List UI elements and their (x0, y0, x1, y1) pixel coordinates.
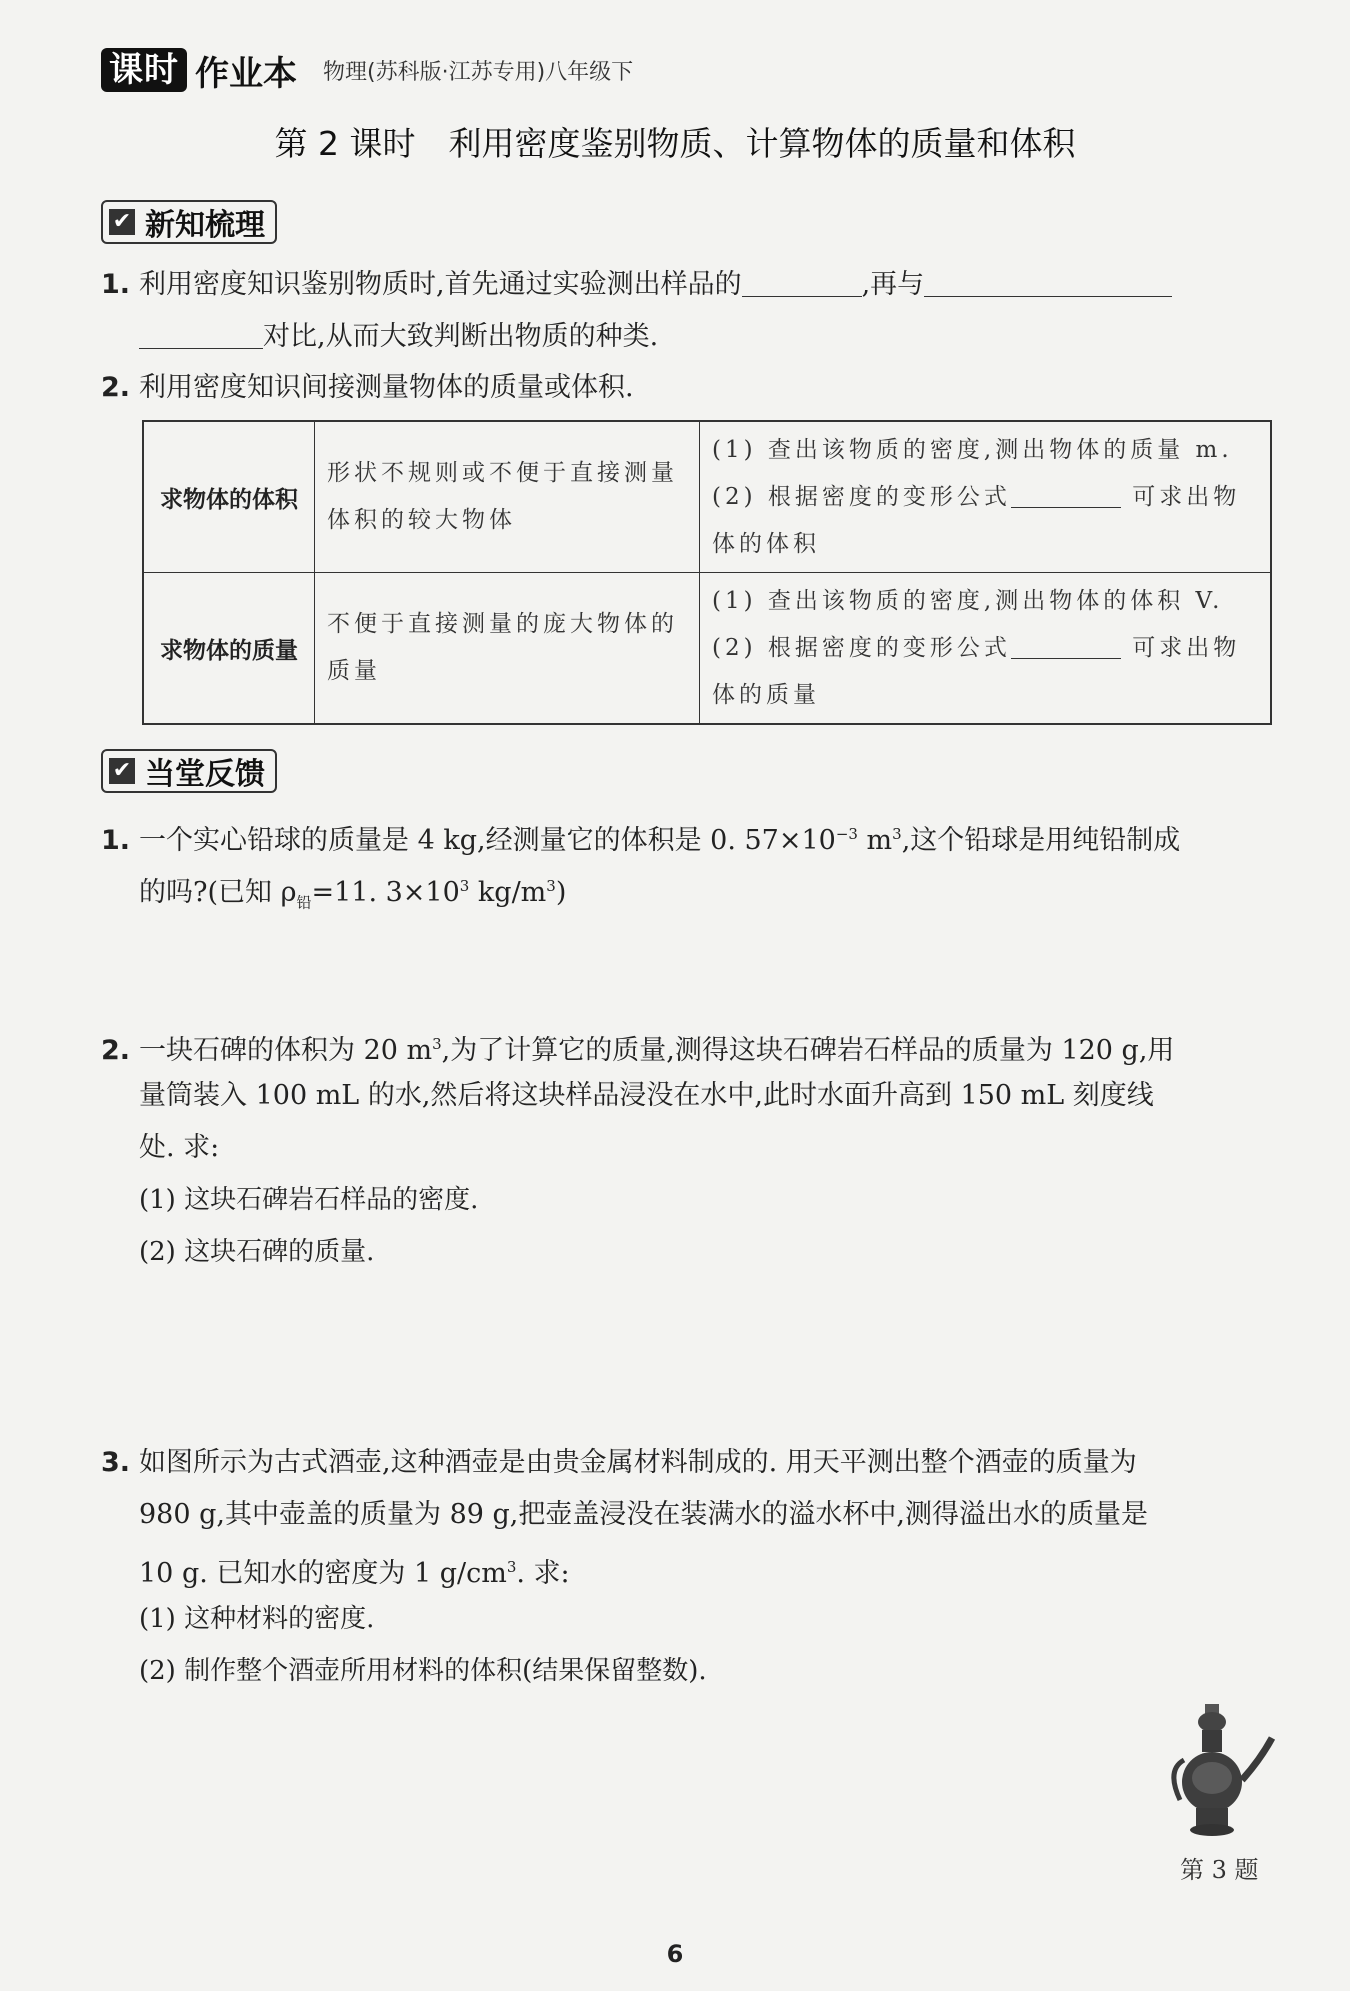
header-brand (101, 48, 633, 92)
question-text: 利用密度知识间接测量物体的质量或体积. (139, 372, 634, 403)
sub-question: (1) 这种材料的密度. (139, 1604, 375, 1634)
answer-blank[interactable] (742, 266, 862, 297)
section-tag-feedback (101, 749, 277, 793)
question-number: 2. (101, 1035, 131, 1066)
table-step-text: 可求出物体的体积 (712, 483, 1241, 557)
table-step (712, 474, 1258, 568)
brand-logo: 课时 (101, 48, 187, 92)
question-text: . 求: (516, 1558, 570, 1589)
question-text: 处. 求: (139, 1132, 220, 1163)
question-text: 的吗?(已知 ρ (139, 877, 297, 908)
table-row-header: 求物体的体积 (143, 421, 315, 573)
wine-pot-icon (1160, 1700, 1280, 1840)
sub-question: (1) 这块石碑岩石样品的密度. (139, 1185, 479, 1215)
density-table (142, 420, 1272, 725)
formula-blank[interactable] (1011, 634, 1121, 659)
question-text: 量筒装入 100 mL 的水,然后将这块样品浸没在水中,此时水面升高到 150 mL 刻度线 (139, 1080, 1154, 1111)
figure-label: 第 3 题 (1180, 1856, 1259, 1884)
question-text: 对比,从而大致判断出物质的种类. (263, 321, 659, 352)
question-1 (101, 259, 1281, 311)
brand-name: 作业本 (195, 53, 297, 94)
exponent: 3 (892, 825, 902, 843)
table-condition: 不便于直接测量的庞大物体的质量 (315, 573, 700, 725)
feedback-question-3 (101, 1437, 1301, 1489)
section-label: 当堂反馈 (145, 757, 265, 792)
question-text: 如图所示为古式酒壶,这种酒壶是由贵金属材料制成的. 用天平测出整个酒壶的质量为 (139, 1447, 1137, 1478)
subscript: 铅 (296, 893, 312, 912)
question-text: ,再与 (861, 269, 925, 300)
question-text: 10 g. 已知水的密度为 1 g/cm (139, 1558, 507, 1589)
question-text: =11. 3×10 (311, 877, 460, 908)
question-text: kg/m (469, 877, 547, 908)
feedback-question-2 (101, 1018, 1301, 1077)
section-label: 新知梳理 (145, 208, 265, 243)
table-row-header: 求物体的质量 (143, 573, 315, 725)
question-number: 1. (101, 825, 131, 856)
question-1-continued (139, 311, 1279, 363)
sub-question: (2) 这块石碑的质量. (139, 1237, 375, 1267)
question-number: 2. (101, 372, 131, 403)
question-text: ,为了计算它的质量,测得这块石碑岩石样品的质量为 120 g,用 (441, 1035, 1175, 1066)
table-steps (700, 573, 1272, 725)
lesson-title: 第 2 课时 利用密度鉴别物质、计算物体的质量和体积 (274, 124, 1076, 163)
table-steps (700, 421, 1272, 573)
sub-question: (2) 制作整个酒壶所用材料的体积(结果保留整数). (139, 1656, 707, 1686)
checkbox-icon: ✔ (109, 758, 135, 784)
formula-blank[interactable] (1011, 483, 1121, 508)
answer-blank[interactable] (139, 318, 263, 349)
section-tag-new-knowledge (101, 200, 277, 244)
checkbox-icon: ✔ (109, 209, 135, 235)
feedback-question-1 (101, 808, 1301, 867)
exponent: 3 (546, 877, 556, 895)
table-step-text: 可求出物体的质量 (712, 634, 1241, 708)
feedback-question-1-continued (139, 860, 1289, 928)
question-text: 一个实心铅球的质量是 4 kg,经测量它的体积是 0. 57×10 (139, 825, 836, 856)
table-row (143, 573, 1271, 725)
table-step-text: (2) 根据密度的变形公式 (712, 483, 1011, 510)
table-row (143, 421, 1271, 573)
exponent: −3 (835, 825, 858, 843)
table-step (712, 625, 1258, 719)
exponent: 3 (506, 1558, 517, 1576)
question-number: 1. (101, 269, 131, 300)
question-text-line (139, 1541, 1299, 1600)
question-text: 一块石碑的体积为 20 m (139, 1035, 433, 1066)
table-step: (1) 查出该物质的密度,测出物体的质量 m. (712, 436, 1233, 463)
question-text: ) (555, 877, 567, 908)
exponent: 3 (432, 1035, 442, 1053)
question-text: 980 g,其中壶盖的质量为 89 g,把壶盖浸没在装满水的溢水杯中,测得溢出水的质量是 (139, 1499, 1148, 1530)
question-text: m (857, 825, 893, 856)
table-condition: 形状不规则或不便于直接测量体积的较大物体 (315, 421, 700, 573)
exponent: 3 (459, 877, 470, 895)
table-step: (1) 查出该物质的密度,测出物体的体积 V. (712, 587, 1224, 614)
question-number: 3. (101, 1447, 131, 1478)
subject-label: 物理(苏科版·江苏专用)八年级下 (323, 59, 634, 85)
question-2 (101, 362, 1281, 414)
answer-blank[interactable] (924, 266, 1172, 297)
page-number: 6 (666, 1940, 684, 1968)
question-text: ,这个铅球是用纯铅制成 (901, 825, 1181, 856)
question-text: 利用密度知识鉴别物质时,首先通过实验测出样品的 (139, 269, 742, 300)
table-step-text: (2) 根据密度的变形公式 (712, 634, 1011, 661)
